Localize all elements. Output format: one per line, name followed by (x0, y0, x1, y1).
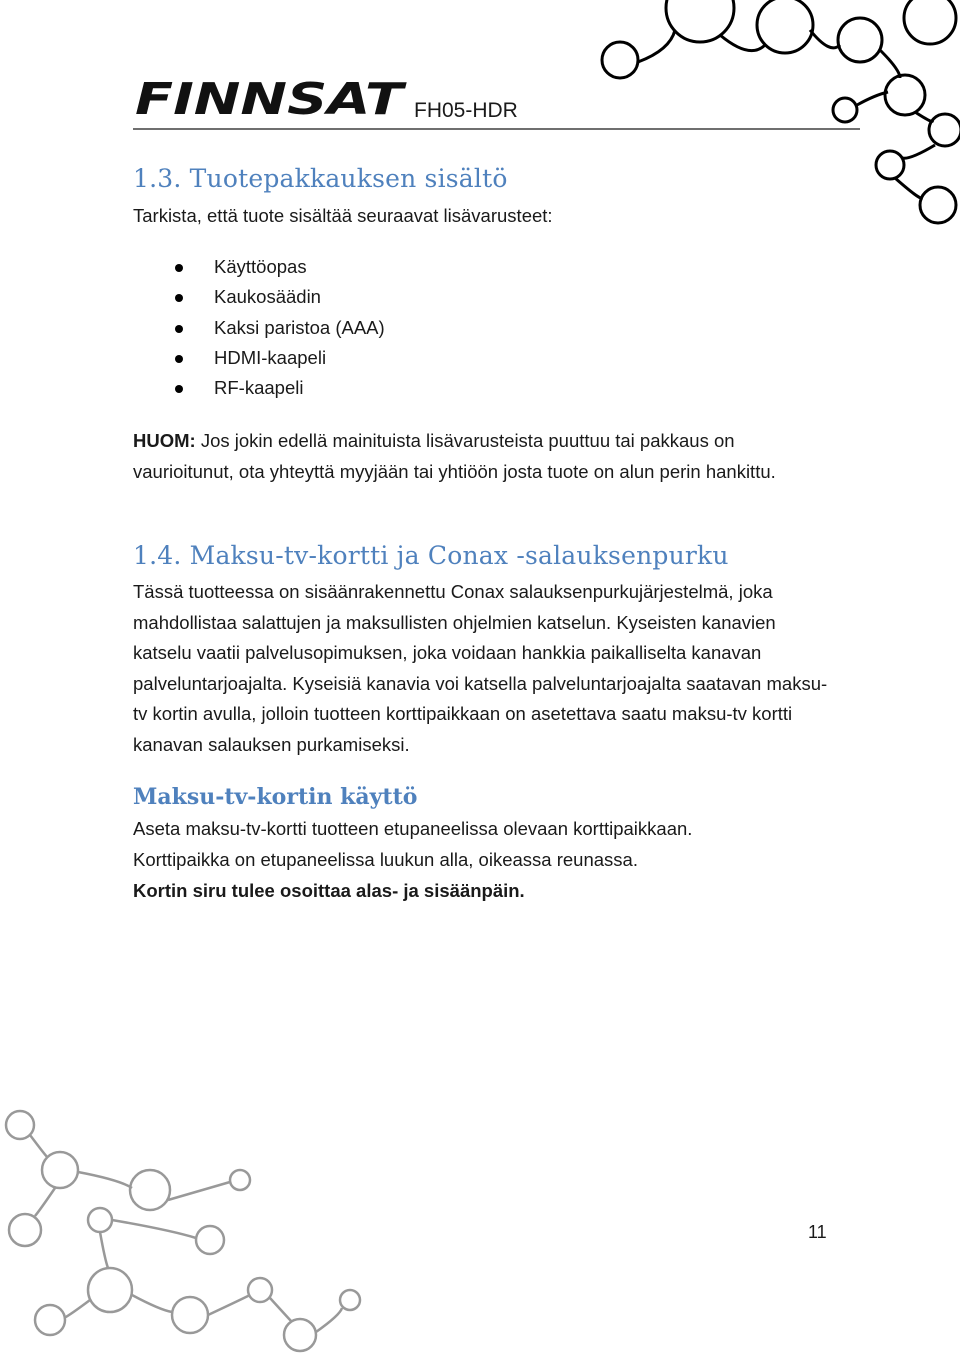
svg-text:FINNSAT: FINNSAT (135, 78, 407, 120)
note-paragraph (133, 426, 793, 487)
note-text: Jos jokin edellä mainituista lisävarusteista puuttuu tai pakkaus on vaurioitunut, ota yhteyttä myyjään tai yhtiöön josta tuote on alun perin hankittu. (133, 430, 776, 482)
bullet-icon (175, 355, 183, 363)
list-item: Käyttöopas (133, 252, 385, 282)
bullet-icon (175, 385, 183, 393)
conax-paragraph: Tässä tuotteessa on sisäänrakennettu Conax salauksenpurkujärjestelmä, joka mahdollistaa salattujen ja maksullisten ohjelmien katselun. Kyseisten kanavien katselu vaatii palvelusopimuksen, joka voidaan hankkia paikalliselta kanavan palveluntarjoajalta. Kyseisiä kanavia voi katsella palveluntarjoajalta saatavan maksu-tv kortin avulla, jolloin tuotteen korttipaikkaan on asetettava saatu maksu-tv kortti kanavan salauksen purkamiseksi. (133, 581, 828, 755)
accessory-list (133, 252, 385, 403)
card-instruction-3: Kortin siru tulee osoittaa alas- ja sisäänpäin. (133, 880, 525, 901)
intro-text: Tarkista, että tuote sisältää seuraavat lisävarusteet: (133, 205, 553, 226)
bullet-icon (175, 264, 183, 272)
subsection-title-card-usage: Maksu-tv-kortin käyttö (133, 784, 418, 810)
note-label: HUOM: (133, 430, 196, 451)
section-title-package-contents: 1.3. Tuotepakkauksen sisältö (133, 164, 508, 193)
header-divider (133, 128, 860, 130)
molecule-decoration-bottom (0, 1100, 380, 1357)
card-instruction-1: Aseta maksu-tv-kortti tuotteen etupaneelissa olevaan korttipaikkaan. (133, 818, 693, 839)
page-number: 11 (808, 1222, 827, 1242)
section-title-pay-tv-card: 1.4. Maksu-tv-kortti ja Conax -salauksenpurku (133, 541, 729, 570)
model-label: FH05-HDR (414, 99, 518, 122)
bullet-icon (175, 325, 183, 333)
list-item: Kaksi paristoa (AAA) (133, 313, 385, 343)
list-item: RF-kaapeli (133, 373, 385, 403)
card-instruction-2: Korttipaikka on etupaneelissa luukun alla, oikeassa reunassa. (133, 849, 638, 870)
bullet-icon (175, 294, 183, 302)
finnsat-logo (135, 78, 407, 120)
list-item: Kaukosäädin (133, 282, 385, 312)
list-item: HDMI-kaapeli (133, 343, 385, 373)
